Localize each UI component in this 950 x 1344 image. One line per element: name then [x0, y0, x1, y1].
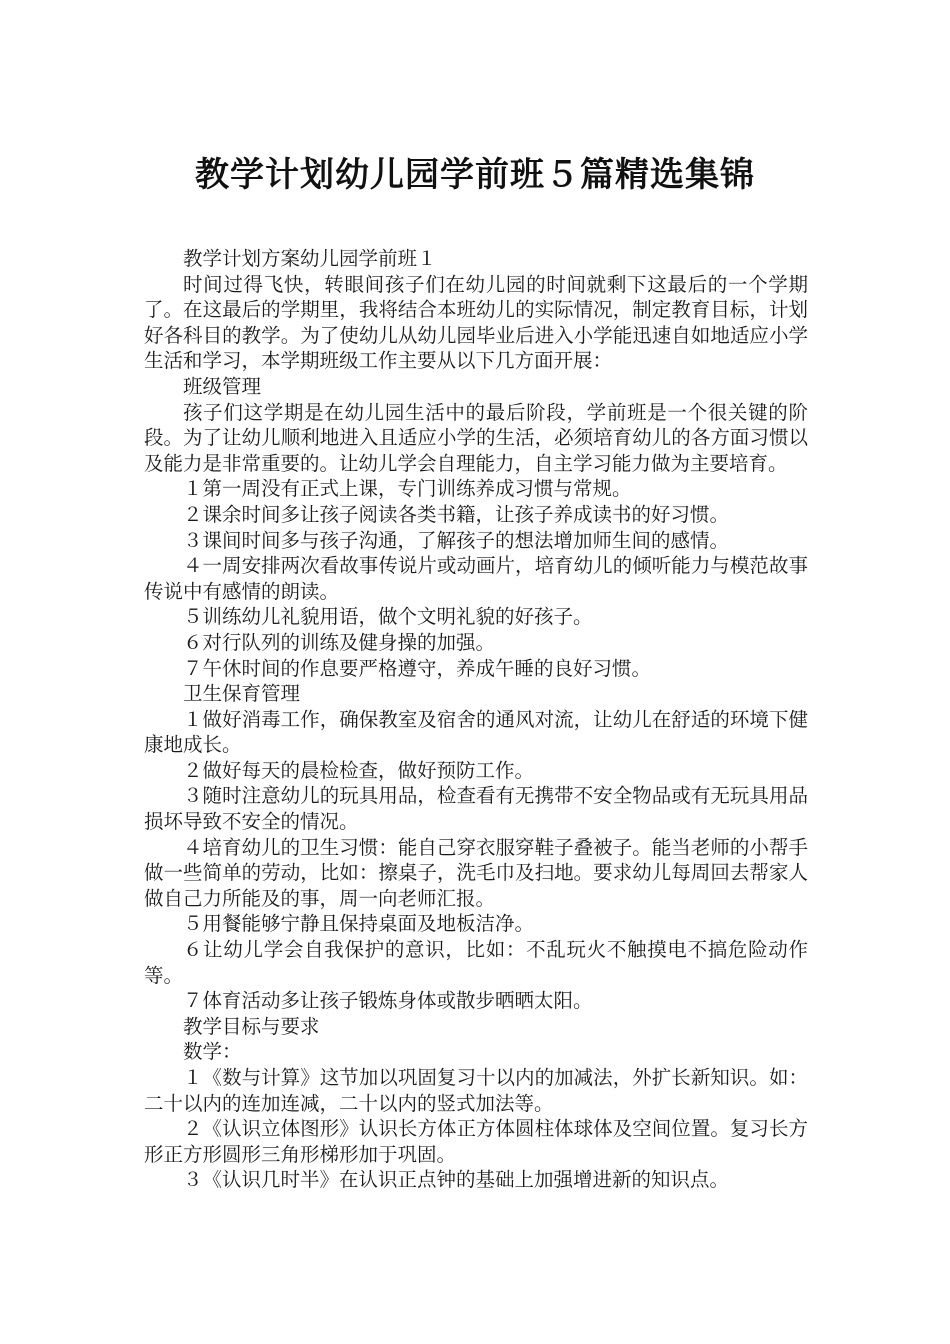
list-item: ７体育活动多让孩子锻炼身体或散步晒晒太阳。 — [183, 989, 593, 1013]
list-item: ６对行队列的训练及健身操的加强。 — [183, 630, 496, 654]
section-heading: 教学目标与要求 — [183, 1014, 320, 1038]
list-item: ２《认识立体图形》认识长方体正方体圆柱体球体及空间位置。复习长方形正方形圆形三角形梯形加于巩固。 — [144, 1117, 808, 1166]
subsection-heading: 数学： — [183, 1040, 242, 1064]
list-item: １《数与计算》这节加以巩固复习十以内的加减法，外扩长新知识。如：二十以内的连加连减，二十以内的竖式加法等。 — [144, 1066, 808, 1115]
list-item: ４一周安排两次看故事传说片或动画片，培育幼儿的倾听能力与模范故事传说中有感情的朗读。 — [144, 554, 808, 603]
list-item: １做好消毒工作，确保教室及宿舍的通风对流，让幼儿在舒适的环境下健康地成长。 — [144, 707, 808, 757]
list-item: ２做好每天的晨检检查，做好预防工作。 — [183, 758, 535, 782]
list-item: ５训练幼儿礼貌用语，做个文明礼貌的好孩子。 — [183, 605, 593, 629]
list-item: ５用餐能够宁静且保持桌面及地板洁净。 — [183, 912, 535, 936]
list-item: ７午休时间的作息要严格遵守，养成午睡的良好习惯。 — [183, 656, 652, 680]
list-item: ２课余时间多让孩子阅读各类书籍，让孩子养成读书的好习惯。 — [183, 502, 730, 526]
section-heading: 卫生保育管理 — [183, 682, 301, 706]
paragraph: 教学计划方案幼儿园学前班１ — [183, 247, 437, 270]
list-item: ３《认识几时半》在认识正点钟的基础上加强增进新的知识点。 — [183, 1168, 730, 1192]
list-item: ６让幼儿学会自我保护的意识，比如：不乱玩火不触摸电不搞危险动作等。 — [144, 938, 808, 987]
list-item: ４培育幼儿的卫生习惯：能自己穿衣服穿鞋子叠被子。能当老师的小帮手做一些简单的劳动，比如：擦桌子，洗毛巾及扫地。要求幼儿每周回去帮家人做自己力所能及的事，周一向老师汇报。 — [144, 835, 808, 910]
list-item: １第一周没有正式上课，专门训练养成习惯与常规。 — [183, 477, 632, 501]
list-item: ３随时注意幼儿的玩具用品，检查看有无携带不安全物品或有无玩具用品损坏导致不安全的情况。 — [144, 784, 808, 834]
document-body — [144, 246, 808, 1193]
list-item: ３课间时间多与孩子沟通，了解孩子的想法增加师生间的感情。 — [183, 528, 730, 552]
section-heading: 班级管理 — [183, 374, 262, 398]
paragraph: 时间过得飞快，转眼间孩子们在幼儿园的时间就剩下这最后的一个学期了。在这最后的学期里，我将结合本班幼儿的实际情况，制定教育目标，计划好各科目的教学。为了使幼儿从幼儿园毕业后进入小学能迅速自如地适应小学生活和学习，本学期班级工作主要从以下几方面开展： — [144, 272, 808, 373]
paragraph: 孩子们这学期是在幼儿园生活中的最后阶段，学前班是一个很关键的阶段。为了让幼儿顺利地进入且适应小学的生活，必须培育幼儿的各方面习惯以及能力是非常重要的。让幼儿学会自理能力，自主学习能力做为主要培育。 — [144, 400, 808, 475]
document-title: 教学计划幼儿园学前班５篇精选集锦 — [195, 154, 755, 195]
